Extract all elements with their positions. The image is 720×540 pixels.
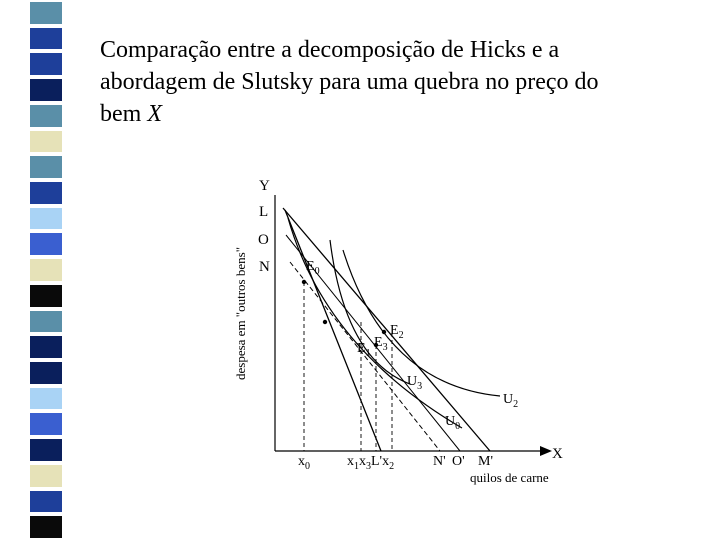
point-e0 <box>302 280 306 284</box>
title-line-1: Comparação entre a decomposição de Hicks e a <box>100 37 560 63</box>
budget-line-final <box>283 208 490 451</box>
label-u3: $U_3$ <box>407 374 423 392</box>
title-line-2: abordagem de Slutsky para uma quebra no preço do <box>100 69 599 95</box>
title-variable-x: X <box>147 101 162 127</box>
label-e0: $E_0$ <box>306 259 320 277</box>
x-axis-arrowhead <box>540 446 552 456</box>
tick-label-l: L <box>259 204 269 220</box>
x-axis-label: X <box>552 446 563 462</box>
indifference-curve-u2 <box>343 250 500 396</box>
label-e3: $E_3$ <box>374 335 388 353</box>
label-e1: $E_1$ <box>357 341 371 359</box>
point-e2 <box>382 330 386 334</box>
tick-label-n: N <box>259 259 270 275</box>
title-line-3-prefix: bem <box>100 101 148 127</box>
tick-label-mp: M' <box>478 454 493 469</box>
y-axis-title: despesa em "outros bens" <box>233 246 248 380</box>
indifference-curve-u0 <box>288 218 462 428</box>
budget-line-original <box>285 210 381 451</box>
tick-label-x1-x3-lp-x2: $x_1x_3L'x_2$ <box>347 454 395 472</box>
label-u0: $U_0$ <box>445 414 461 432</box>
x-axis-title: quilos de carne <box>470 470 549 485</box>
tick-label-op: O' <box>452 454 465 469</box>
tick-label-o: O <box>258 232 269 248</box>
point-e1 <box>323 320 327 324</box>
y-axis-label: Y <box>259 178 270 194</box>
label-e2: $E_2$ <box>390 323 404 341</box>
tick-label-x0: $x_0$ <box>298 454 310 472</box>
label-u2: $U_2$ <box>503 392 519 410</box>
tick-label-np: N' <box>433 454 446 469</box>
